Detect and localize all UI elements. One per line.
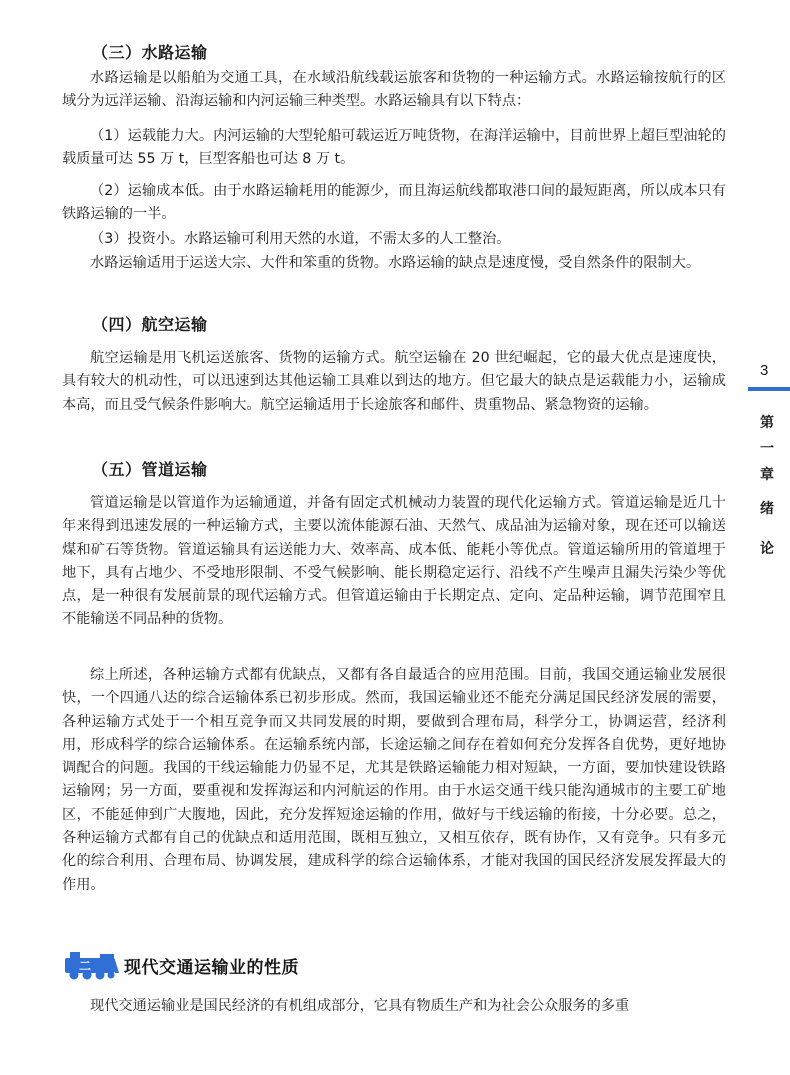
water-paragraph-4: （3）投资小。水路运输可利用天然的水道，不需太多的人工整治。 <box>90 231 511 247</box>
chapter-label <box>756 410 778 562</box>
heading-pipeline-transport: （五）管道运输 <box>92 460 208 479</box>
pipeline-paragraph-1: 管道运输是以管道作为运输通道，并备有固定式机械动力装置的现代化运输方式。管道运输是近几十年来得到迅速发展的一种运输方式，主要以流体能源石油、天然气、成品油为运输对象，现在还可以输送煤和矿石等货物。管道运输具有运送能力大、效率高、成本低、能耗小等优点。管道运输所用的管道埋于地下，具有占地少、不受地形限制、不受气候影响、能长期稳定运行、沿线不产生噪声且漏失污染少等优点，是一种很有发展前景的现代运输方式。但管道运输由于长期定点、定向、定品种运输，调节范围窄且不能输送不同品种的货物。 <box>62 495 726 628</box>
section2-paragraph-1: 现代交通运输业是国民经济的有机组成部分，它具有物质生产和为社会公众服务的多重 <box>90 998 630 1014</box>
train-icon <box>62 950 120 980</box>
water-paragraph-3: （2）运输成本低。由于水路运输耗用的能源少，而且海运航线都取港口间的最短距离，所以成本只有铁路运输的一半。 <box>62 183 726 223</box>
page-number-bar <box>748 387 790 391</box>
section2-badge-number: 二 <box>78 959 92 973</box>
chapter-char: 第 <box>760 415 774 431</box>
page-number: 3 <box>760 362 769 379</box>
heading-water-transport: （三）水路运输 <box>92 43 208 62</box>
chapter-char: 章 <box>760 467 774 483</box>
heading-air-transport: （四）航空运输 <box>92 315 208 334</box>
water-paragraph-2: （1）运载能力大。内河运输的大型轮船可载运近万吨货物，在海洋运输中，目前世界上超巨型油轮的载质量可达 55 万 t，巨型客船也可达 8 万 t。 <box>62 128 726 168</box>
summary-paragraph: 综上所述，各种运输方式都有优缺点，又都有各自最适合的应用范围。目前，我国交通运输业发展很快，一个四通八达的综合运输体系已初步形成。然而，我国运输业还不能充分满足国民经济发展的需要，各种运输方式处于一个相互竞争而又共同发展的时期，要做到合理布局，科学分工，协调运营，经济利用，形成科学的综合运输体系。在运输系统内部，长途运输之间存在着如何充分发挥各自优势，更好地协调配合的问题。我国的干线运输能力仍显不足，尤其是铁路运输能力相对短缺，一方面，要加快建设铁路运输网；另一方面，要重视和发挥海运和内河航运的作用。由于水运交通干线只能沟通城市的主要工矿地区，不能延伸到广大腹地，因此，充分发挥短途运输的作用，做好与干线运输的衔接，十分必要。总之，各种运输方式都有自己的优缺点和适用范围，既相互独立，又相互依存，既有协作，又有竞争。只有多元化的综合利用、合理布局、协调发展，建成科学的综合运输体系，才能对我国的国民经济发展发挥最大的作用。 <box>62 667 726 893</box>
section2-title: 现代交通运输业的性质 <box>124 957 299 978</box>
chapter-char: 一 <box>760 441 774 457</box>
water-paragraph-1: 水路运输是以船舶为交通工具，在水域沿航线载运旅客和货物的一种运输方式。水路运输按航行的区域分为远洋运输、沿海运输和内河运输三种类型。水路运输具有以下特点： <box>62 70 726 110</box>
section2-heading <box>62 950 299 980</box>
chapter-char: 论 <box>760 541 774 557</box>
air-paragraph-1: 航空运输是用飞机运送旅客、货物的运输方式。航空运输在 20 世纪崛起，它的最大优点是速度快，具有较大的机动性，可以迅速到达其他运输工具难以到达的地方。但它最大的缺点是运载能力小，运输成本高，而且受气候条件影响大。航空运输适用于长途旅客和邮件、贵重物品、紧急物资的运输。 <box>62 350 726 413</box>
chapter-char: 绪 <box>760 501 774 517</box>
water-paragraph-5: 水路运输适用于运送大宗、大件和笨重的货物。水路运输的缺点是速度慢，受自然条件的限制大。 <box>90 255 701 271</box>
